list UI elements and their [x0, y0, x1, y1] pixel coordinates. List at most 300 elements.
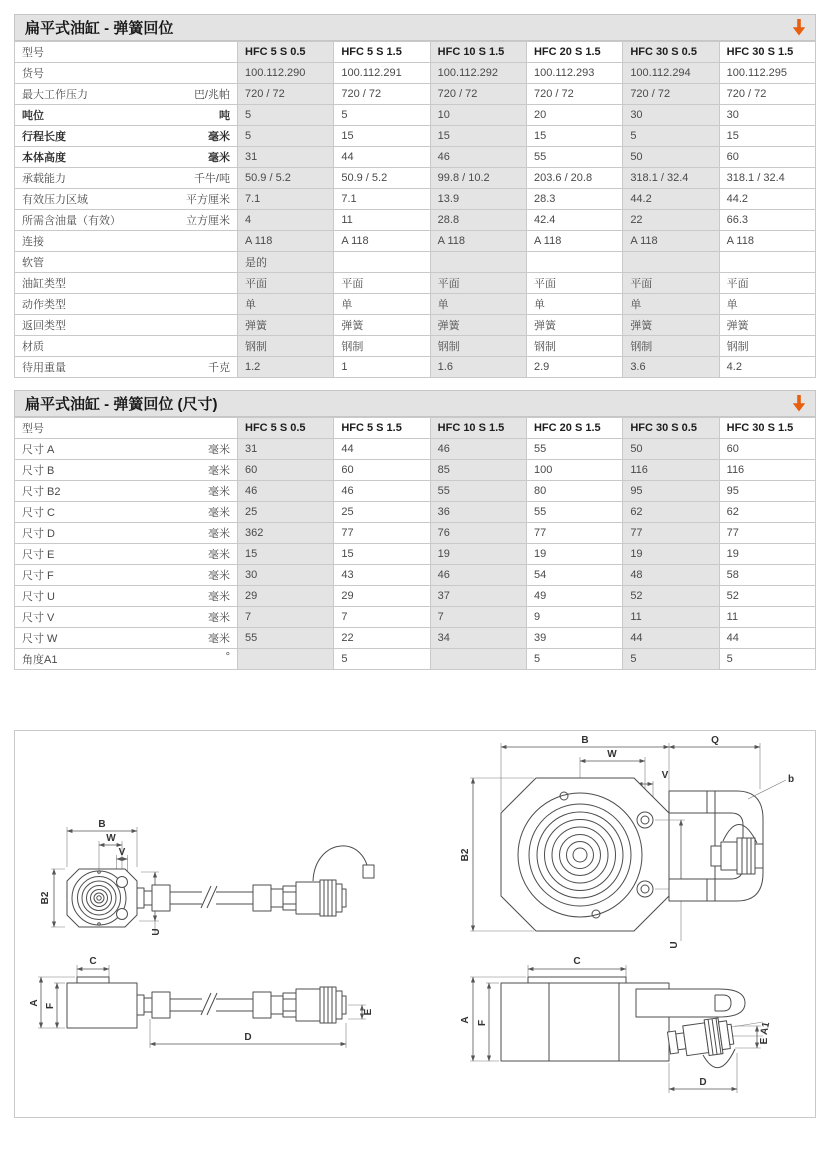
value-cell [334, 252, 430, 273]
value-cell: 46 [430, 565, 526, 586]
value-cell: 54 [526, 565, 622, 586]
dim-label-B: B [581, 735, 589, 746]
value-cell: 43 [334, 565, 430, 586]
spec-row [15, 544, 816, 565]
value-cell: 55 [526, 147, 622, 168]
value-cell: 85 [430, 460, 526, 481]
value-cell: 77 [334, 523, 430, 544]
value-cell [526, 252, 622, 273]
value-cell: 720 / 72 [526, 84, 622, 105]
dim-label-E: E [759, 1037, 770, 1045]
row-label: 返回类型 [22, 320, 66, 332]
dim-label-U: U [151, 928, 162, 936]
row-label-cell [15, 502, 238, 523]
spec-row [15, 523, 816, 544]
value-cell: 55 [238, 628, 334, 649]
dust-cap [363, 865, 374, 878]
spec-row [15, 357, 816, 378]
dimension-diagram [14, 730, 816, 1118]
value-cell: 76 [430, 523, 526, 544]
spec-row [15, 294, 816, 315]
value-cell: 31 [238, 439, 334, 460]
dim-label-B2: B2 [40, 891, 51, 905]
value-cell: 46 [334, 481, 430, 502]
value-cell: 25 [334, 502, 430, 523]
value-cell: 116 [623, 460, 719, 481]
row-unit: 毫米 [208, 131, 230, 143]
value-cell: 30 [238, 565, 334, 586]
spec-row [15, 189, 816, 210]
row-label-cell [15, 336, 238, 357]
dim-label-V: V [661, 770, 669, 781]
value-cell: 720 / 72 [238, 84, 334, 105]
spec-row [15, 460, 816, 481]
table2-title: 扁平式油缸 - 弹簧回位 (尺寸) [25, 396, 218, 413]
value-cell: 37 [430, 586, 526, 607]
down-arrow-glyph [793, 395, 805, 412]
value-cell: 11 [334, 210, 430, 231]
value-cell: 5 [238, 126, 334, 147]
spec-row [15, 502, 816, 523]
value-cell: 7 [334, 607, 430, 628]
value-cell: 7.1 [334, 189, 430, 210]
value-cell: 19 [526, 544, 622, 565]
row-label: 承载能力 [22, 173, 66, 185]
model-column-header: HFC 20 S 1.5 [526, 42, 622, 63]
value-cell: 44.2 [719, 189, 815, 210]
value-cell: 116 [719, 460, 815, 481]
value-cell: 30 [719, 105, 815, 126]
row-label-cell [15, 231, 238, 252]
value-cell: 平面 [430, 273, 526, 294]
dim-label-F: F [477, 1019, 488, 1027]
dim-label-B: B [98, 819, 106, 830]
value-cell: 55 [526, 439, 622, 460]
spec-row [15, 168, 816, 189]
model-column-header: HFC 10 S 1.5 [430, 418, 526, 439]
models-header-label: 型号 [15, 418, 238, 439]
value-cell: A 118 [526, 231, 622, 252]
value-cell: 1.2 [238, 357, 334, 378]
value-cell: 62 [623, 502, 719, 523]
value-cell: 钢制 [334, 336, 430, 357]
row-label-cell [15, 565, 238, 586]
row-label: 尺寸 V [22, 612, 55, 624]
value-cell: 22 [334, 628, 430, 649]
row-label: 货号 [22, 68, 44, 80]
spec-row [15, 565, 816, 586]
value-cell: 77 [623, 523, 719, 544]
row-unit: 立方厘米 [186, 215, 230, 227]
row-unit: 毫米 [208, 633, 230, 645]
value-cell: 15 [334, 544, 430, 565]
row-label-cell [15, 439, 238, 460]
value-cell: 100 [526, 460, 622, 481]
cap-lanyard [313, 846, 369, 881]
row-label-cell [15, 294, 238, 315]
value-cell: 50.9 / 5.2 [334, 168, 430, 189]
models-header-row [15, 42, 816, 63]
value-cell: 100.112.290 [238, 63, 334, 84]
value-cell: 单 [430, 294, 526, 315]
spec-row [15, 147, 816, 168]
value-cell [623, 252, 719, 273]
value-cell [238, 649, 334, 670]
row-label: 尺寸 F [22, 570, 54, 582]
model-column-header: HFC 30 S 0.5 [623, 418, 719, 439]
spec-row [15, 649, 816, 670]
value-cell: 2.9 [526, 357, 622, 378]
value-cell: 318.1 / 32.4 [719, 168, 815, 189]
dimension-section [14, 390, 816, 670]
value-cell: 弹簧 [623, 315, 719, 336]
value-cell: 7 [430, 607, 526, 628]
row-unit: 毫米 [208, 152, 230, 164]
value-cell: 5 [623, 126, 719, 147]
value-cell: A 118 [719, 231, 815, 252]
value-cell: 弹簧 [526, 315, 622, 336]
row-label: 尺寸 C [22, 507, 55, 519]
value-cell: 平面 [526, 273, 622, 294]
table2-titlebar [14, 390, 816, 417]
cylinder-body-top [501, 778, 669, 931]
side-view-large [460, 956, 772, 1093]
row-label-cell [15, 628, 238, 649]
value-cell: 203.6 / 20.8 [526, 168, 622, 189]
row-label-cell [15, 147, 238, 168]
row-label: 最大工作压力 [22, 89, 88, 101]
dim-label-C: C [573, 956, 581, 967]
value-cell: 单 [719, 294, 815, 315]
row-label-cell [15, 586, 238, 607]
dim-label-C: C [89, 956, 97, 967]
dim-label-D: D [244, 1032, 252, 1043]
value-cell: A 118 [623, 231, 719, 252]
top-view-small [40, 819, 374, 936]
hose-assembly-top [137, 846, 374, 916]
spec-section [14, 14, 816, 378]
value-cell: 1.6 [430, 357, 526, 378]
row-label: 动作类型 [22, 299, 66, 311]
dim-label-B2: B2 [460, 848, 471, 862]
callout-label-b: b [787, 774, 795, 785]
dimension-table [14, 417, 816, 670]
value-cell: 52 [719, 586, 815, 607]
row-unit: 毫米 [208, 549, 230, 561]
row-label-cell [15, 189, 238, 210]
row-label: 角度A1 [22, 654, 58, 666]
dim-label-E: E [363, 1008, 374, 1016]
value-cell: 钢制 [238, 336, 334, 357]
value-cell: 720 / 72 [719, 84, 815, 105]
model-column-header: HFC 5 S 0.5 [238, 418, 334, 439]
value-cell: 29 [334, 586, 430, 607]
spec-row [15, 586, 816, 607]
dim-label-A: A [29, 999, 40, 1007]
value-cell: 是的 [238, 252, 334, 273]
dim-label-D: D [699, 1077, 707, 1088]
dim-label-W: W [106, 833, 116, 844]
row-label-cell [15, 252, 238, 273]
row-label-cell [15, 607, 238, 628]
row-unit: 平方厘米 [186, 194, 230, 206]
models-header-label: 型号 [15, 42, 238, 63]
spec-row [15, 607, 816, 628]
value-cell: 44 [334, 147, 430, 168]
value-cell: 31 [238, 147, 334, 168]
row-label: 吨位 [22, 110, 44, 122]
row-label-cell [15, 210, 238, 231]
row-label-cell [15, 523, 238, 544]
value-cell: 钢制 [719, 336, 815, 357]
spec-row [15, 126, 816, 147]
value-cell: 55 [430, 481, 526, 502]
row-label: 尺寸 W [22, 633, 58, 645]
model-column-header: HFC 30 S 1.5 [719, 418, 815, 439]
value-cell: 15 [430, 126, 526, 147]
value-cell: 44 [623, 628, 719, 649]
value-cell: 44.2 [623, 189, 719, 210]
row-unit: 毫米 [208, 465, 230, 477]
value-cell: 弹簧 [334, 315, 430, 336]
spec-row [15, 231, 816, 252]
top-view-large [460, 735, 794, 949]
model-column-header: HFC 5 S 1.5 [334, 42, 430, 63]
value-cell: 77 [719, 523, 815, 544]
value-cell: 60 [238, 460, 334, 481]
value-cell: 4 [238, 210, 334, 231]
value-cell: 钢制 [430, 336, 526, 357]
value-cell: 36 [430, 502, 526, 523]
value-cell: 单 [526, 294, 622, 315]
value-cell: 钢制 [526, 336, 622, 357]
value-cell: 99.8 / 10.2 [430, 168, 526, 189]
dim-label-A1: A1 [758, 1021, 773, 1036]
row-label: 软管 [22, 257, 44, 269]
value-cell: 15 [238, 544, 334, 565]
value-cell: 5 [719, 649, 815, 670]
spec-row [15, 63, 816, 84]
spec-row [15, 439, 816, 460]
row-label: 尺寸 D [22, 528, 55, 540]
value-cell: 弹簧 [430, 315, 526, 336]
value-cell: A 118 [430, 231, 526, 252]
value-cell: 100.112.293 [526, 63, 622, 84]
hose-loop [669, 791, 763, 901]
value-cell: 50 [623, 147, 719, 168]
value-cell: 5 [334, 105, 430, 126]
value-cell: 100.112.294 [623, 63, 719, 84]
spec-row [15, 105, 816, 126]
row-unit: 毫米 [208, 507, 230, 519]
value-cell: 平面 [238, 273, 334, 294]
row-label: 行程长度 [22, 131, 66, 143]
down-arrow-glyph [793, 19, 805, 36]
value-cell: 100.112.292 [430, 63, 526, 84]
value-cell: 48 [623, 565, 719, 586]
model-column-header: HFC 5 S 0.5 [238, 42, 334, 63]
value-cell: 28.3 [526, 189, 622, 210]
value-cell: 20 [526, 105, 622, 126]
value-cell: 30 [623, 105, 719, 126]
value-cell: 50.9 / 5.2 [238, 168, 334, 189]
row-label-cell [15, 84, 238, 105]
row-label: 油缸类型 [22, 278, 66, 290]
dim-label-Q: Q [711, 735, 719, 746]
value-cell: 5 [334, 649, 430, 670]
row-label: 材质 [22, 341, 44, 353]
row-label-cell [15, 357, 238, 378]
value-cell: 10 [430, 105, 526, 126]
value-cell [719, 252, 815, 273]
value-cell: 钢制 [623, 336, 719, 357]
value-cell: 80 [526, 481, 622, 502]
value-cell: 7 [238, 607, 334, 628]
spec-row [15, 252, 816, 273]
value-cell: 平面 [719, 273, 815, 294]
row-label: 尺寸 B [22, 465, 55, 477]
row-unit: 毫米 [208, 612, 230, 624]
row-label: 有效压力区域 [22, 194, 88, 206]
row-label: 尺寸 E [22, 549, 55, 561]
row-unit: 巴/兆帕 [193, 89, 230, 101]
value-cell: 95 [719, 481, 815, 502]
value-cell: 318.1 / 32.4 [623, 168, 719, 189]
row-label-cell [15, 460, 238, 481]
value-cell: 39 [526, 628, 622, 649]
dim-label-F: F [45, 1002, 56, 1010]
value-cell: 4.2 [719, 357, 815, 378]
model-column-header: HFC 10 S 1.5 [430, 42, 526, 63]
value-cell: 13.9 [430, 189, 526, 210]
value-cell: 55 [526, 502, 622, 523]
value-cell: 11 [623, 607, 719, 628]
row-label: 所需含油量（有效） [22, 215, 121, 227]
handle-loop [636, 989, 745, 1017]
row-label: 待用重量 [22, 362, 66, 374]
saddle-plate [77, 977, 109, 983]
value-cell: 58 [719, 565, 815, 586]
value-cell: 平面 [334, 273, 430, 294]
value-cell: 弹簧 [238, 315, 334, 336]
value-cell: 15 [526, 126, 622, 147]
value-cell: 44 [719, 628, 815, 649]
value-cell: 77 [526, 523, 622, 544]
model-column-header: HFC 30 S 0.5 [623, 42, 719, 63]
value-cell: 19 [623, 544, 719, 565]
cylinder-body-side [67, 983, 137, 1028]
spec-row [15, 273, 816, 294]
row-label-cell [15, 126, 238, 147]
row-unit: 毫米 [208, 570, 230, 582]
model-column-header: HFC 5 S 1.5 [334, 418, 430, 439]
row-label-cell [15, 649, 238, 670]
value-cell: 15 [719, 126, 815, 147]
value-cell [430, 252, 526, 273]
value-cell: 60 [719, 147, 815, 168]
value-cell: 5 [238, 105, 334, 126]
value-cell: 19 [719, 544, 815, 565]
row-unit: ° [225, 651, 230, 663]
value-cell: 720 / 72 [623, 84, 719, 105]
value-cell: 49 [526, 586, 622, 607]
value-cell: 平面 [623, 273, 719, 294]
dim-label-V: V [118, 847, 126, 858]
row-label-cell [15, 315, 238, 336]
value-cell: 62 [719, 502, 815, 523]
row-label-cell [15, 105, 238, 126]
value-cell: 720 / 72 [430, 84, 526, 105]
saddle-plate [528, 977, 626, 983]
value-cell: 34 [430, 628, 526, 649]
row-label-cell [15, 273, 238, 294]
models-header-row [15, 418, 816, 439]
value-cell: 66.3 [719, 210, 815, 231]
spec-row [15, 210, 816, 231]
value-cell: 50 [623, 439, 719, 460]
value-cell: 单 [334, 294, 430, 315]
value-cell: 7.1 [238, 189, 334, 210]
row-unit: 千克 [208, 362, 230, 374]
model-column-header: HFC 20 S 1.5 [526, 418, 622, 439]
row-label: 本体高度 [22, 152, 66, 164]
value-cell: 60 [334, 460, 430, 481]
value-cell: 5 [526, 649, 622, 670]
row-unit: 毫米 [208, 444, 230, 456]
value-cell: A 118 [238, 231, 334, 252]
dim-label-U: U [669, 941, 680, 949]
table2-down-arrow-icon[interactable] [792, 395, 806, 412]
spec-row [15, 315, 816, 336]
row-unit: 毫米 [208, 528, 230, 540]
table1-titlebar [14, 14, 816, 41]
value-cell: 46 [430, 439, 526, 460]
value-cell: 单 [623, 294, 719, 315]
spec-row [15, 336, 816, 357]
value-cell: 22 [623, 210, 719, 231]
value-cell: 720 / 72 [334, 84, 430, 105]
value-cell: A 118 [334, 231, 430, 252]
value-cell [430, 649, 526, 670]
cylinder-drawing [15, 731, 815, 1117]
row-label: 连接 [22, 236, 44, 248]
spec-row [15, 84, 816, 105]
spec-row [15, 628, 816, 649]
table1-down-arrow-icon[interactable] [792, 19, 806, 36]
row-label-cell [15, 168, 238, 189]
value-cell: 42.4 [526, 210, 622, 231]
dim-label-A: A [460, 1016, 471, 1024]
value-cell: 1 [334, 357, 430, 378]
value-cell: 60 [719, 439, 815, 460]
hose-assembly-side [137, 987, 346, 1023]
value-cell: 5 [623, 649, 719, 670]
value-cell: 29 [238, 586, 334, 607]
value-cell: 46 [238, 481, 334, 502]
row-label-cell [15, 481, 238, 502]
value-cell: 单 [238, 294, 334, 315]
value-cell: 100.112.291 [334, 63, 430, 84]
model-column-header: HFC 30 S 1.5 [719, 42, 815, 63]
spec-table [14, 41, 816, 378]
spec-row [15, 481, 816, 502]
value-cell: 19 [430, 544, 526, 565]
row-unit: 千牛/吨 [193, 173, 230, 185]
value-cell: 25 [238, 502, 334, 523]
row-unit: 吨 [219, 110, 230, 122]
row-unit: 毫米 [208, 486, 230, 498]
value-cell: 15 [334, 126, 430, 147]
